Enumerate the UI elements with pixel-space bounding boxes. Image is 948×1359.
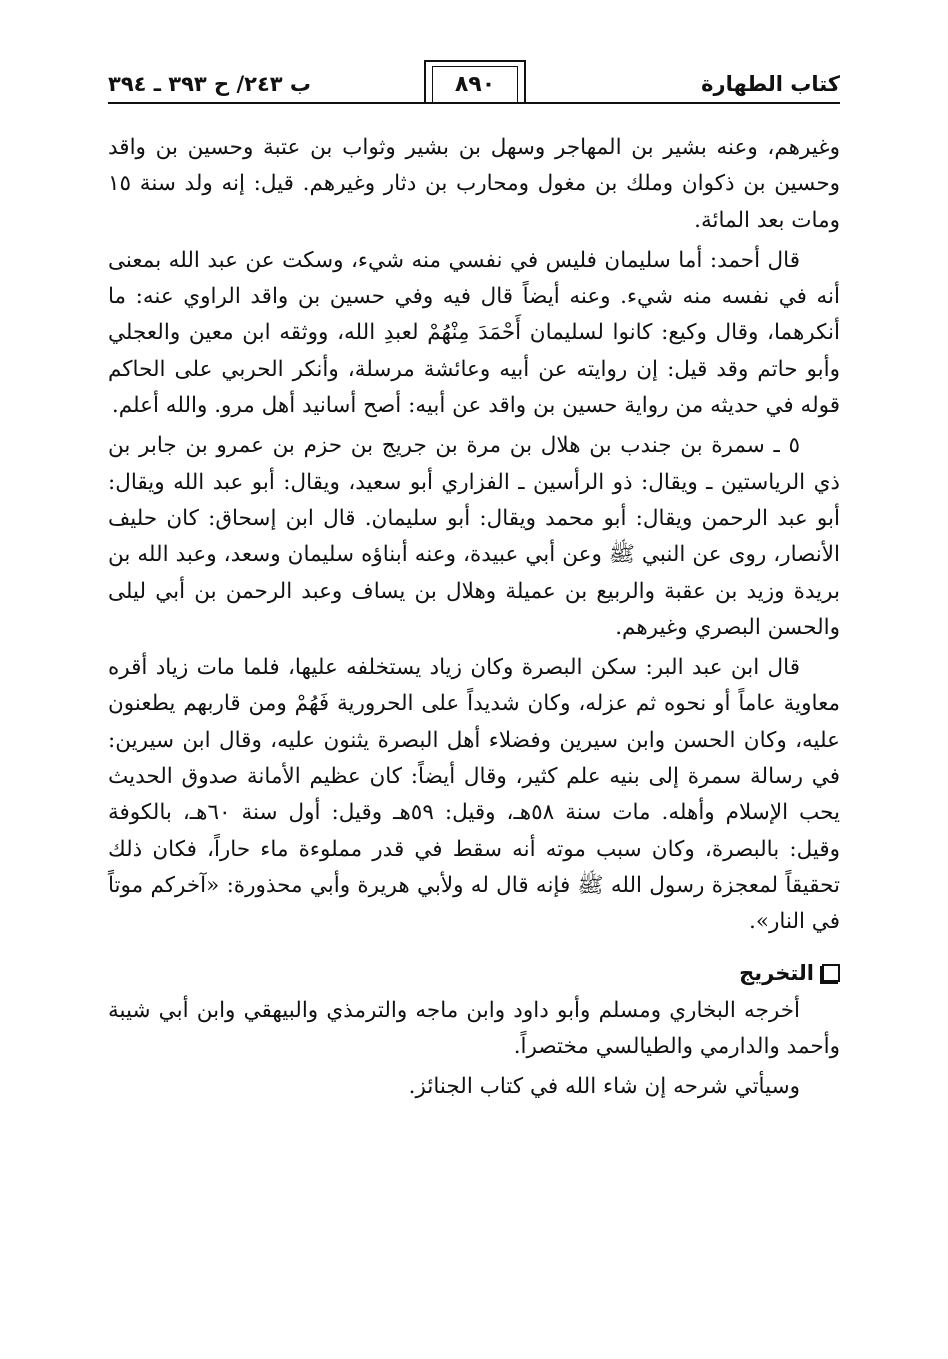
paragraph-3: ٥ ـ سمرة بن جندب بن هلال بن مرة بن جريج بن حزم بن عمرو بن جابر بن ذي الرياستين ـ ويقال: ذو الرأسين ـ الفزاري أبو سعيد، ويقال: أبو عبد الله ويقال: أبو عبد الرحمن ويقال: أبو محمد ويقال: أبو سليمان. قال ابن إسحاق: كان حليف الأنصار، روى عن النبي ﷺ وعن أبي عبيدة، وعنه أبناؤه سليمان وسعد، وعبد الله بن بريدة وزيد بن عقبة والربيع بن عميلة وهلال بن يساف وعبد الرحمن بن أبي ليلى والحسن البصري وغيرهم.: [108, 433, 840, 640]
square-bullet-icon: [822, 964, 840, 982]
chapter-reference: ب ٢٤٣/ ح ٣٩٣ ـ ٣٩٤: [108, 72, 312, 96]
paragraph-1: وغيرهم، وعنه بشير بن المهاجر وسهل بن بشير وثواب بن عتبة وحسين بن واقد وحسين بن ذكوان وملك بن مغول ومحارب بن دثار وغيرهم. قيل: إنه ولد سنة ١٥ ومات بعد المائة.: [108, 135, 840, 233]
section-heading-text: التخريج: [739, 960, 814, 985]
paragraph-2: قال أحمد: أما سليمان فليس في نفسي منه شيء، وسكت عن عبد الله بمعنى أنه في نفسه منه شيء. وعنه أيضاً قال فيه وفي حسين بن واقد الراوي عنه: ما أنكرهما، وقال وكيع: كانوا لسليمان أَحْمَدَ مِنْهُمْ لعبدِ الله، ووثقه ابن معين والعجلي وأبو حاتم وقد قيل: إن روايته عن أبيه وعائشة مرسلة، وأنكر الحربي على الحاكم قوله في حديثه من رواية حسين بن واقد عن أبيه: أصح أسانيد أهل مرو. والله أعلم.: [108, 247, 840, 419]
takhrij-paragraph-2: وسيأتي شرحه إن شاء الله في كتاب الجنائز.: [408, 1074, 800, 1100]
section-heading: [108, 955, 840, 991]
page-number: ٨٩٠: [454, 71, 496, 97]
page-header: [108, 60, 840, 104]
body-text: [108, 130, 840, 1110]
paragraph-4: قال ابن عبد البر: سكن البصرة وكان زياد يستخلفه عليها، فلما مات زياد أقره معاوية عاماً أو نحوه ثم عزله، وكان شديداً على الحرورية فَهُمْ ومن قاربهم يطعنون عليه، وكان الحسن وابن سيرين وفضلاء أهل البصرة يثنون عليه، وقال ابن سيرين: في رسالة سمرة إلى بنيه علم كثير، وقال أيضاً: كان عظيم الأمانة صدوق الحديث يحب الإسلام وأهله. مات سنة ٥٨هـ، وقيل: ٥٩هـ وقيل: أول سنة ٦٠هـ، بالكوفة وقيل: بالبصرة، وكان سبب موته أنه سقط في قدر مملوءة ماء حاراً، فكان ذلك تحقيقاً لمعجزة رسول الله ﷺ فإنه قال له ولأبي هريرة وأبي محذورة: «آخركم موتاً في النار».: [108, 655, 841, 935]
takhrij-paragraph-1: أخرجه البخاري ومسلم وأبو داود وابن ماجه والترمذي والبيهقي وابن أبي شيبة وأحمد والدارمي والطيالسي مختصراً.: [108, 997, 840, 1060]
page-number-box: [424, 60, 526, 102]
book-title: كتاب الطهارة: [701, 72, 840, 96]
